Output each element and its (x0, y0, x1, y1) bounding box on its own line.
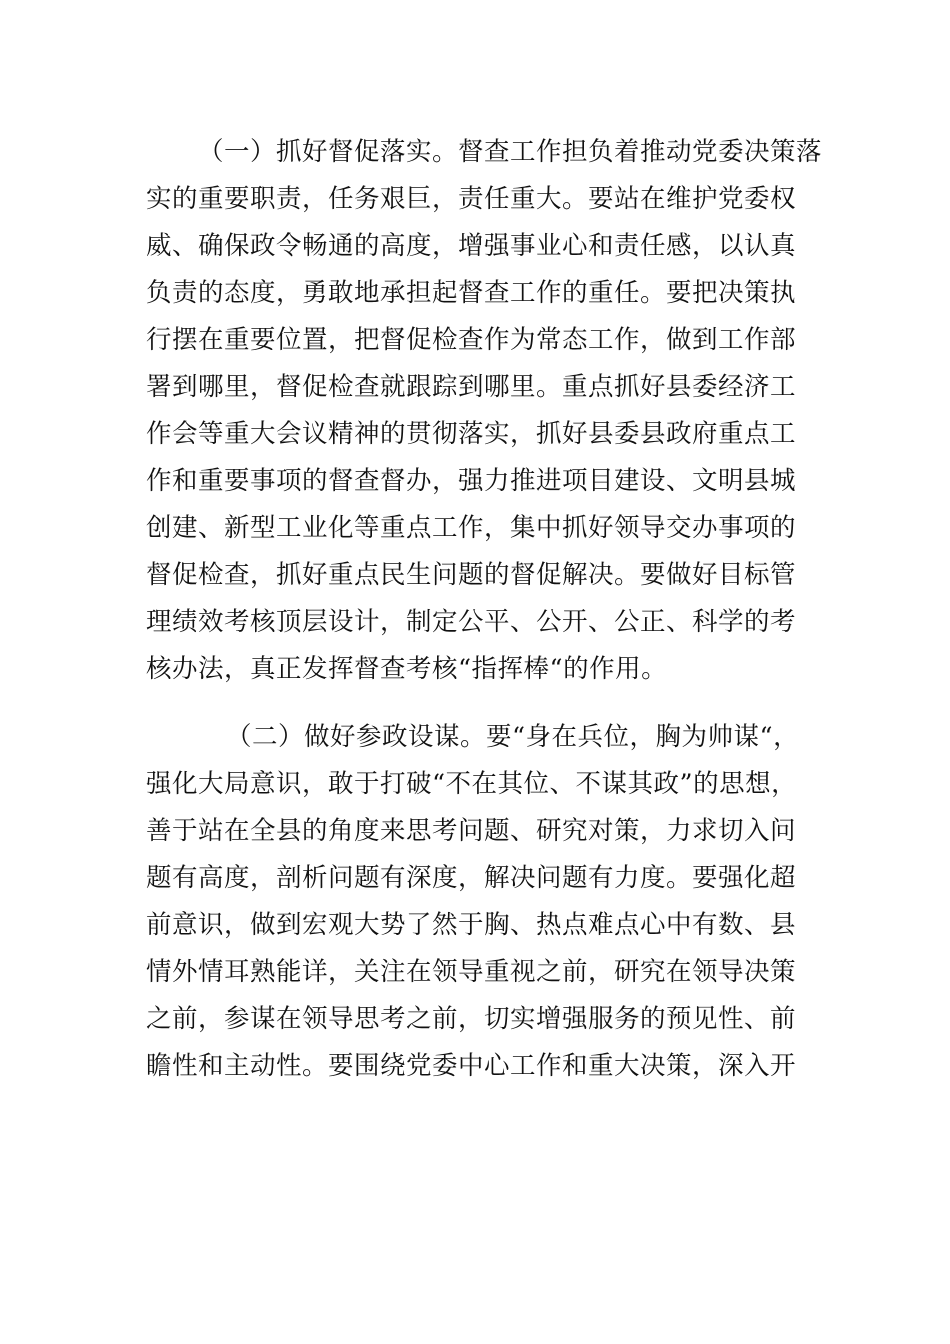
paragraph-2-line-3: 善于站在全县的角度来思考问题、研究对策，力求切入问 (146, 816, 797, 846)
paragraph-2-line-4: 题有高度，剖析问题有深度，解决问题有力度。要强化超 (146, 863, 797, 893)
paragraph-1-line-5: 行摆在重要位置，把督促检查作为常态工作，做到工作部 (146, 325, 797, 355)
paragraph-1-line-4: 负责的态度，勇敢地承担起督查工作的重任。要把决策执 (146, 278, 797, 308)
paragraph-1-line-1: （一）抓好督促落实。督查工作担负着推动党委决策落 (198, 137, 823, 167)
paragraph-2-line-7: 之前，参谋在领导思考之前，切实增强服务的预见性、前 (146, 1004, 797, 1034)
paragraph-2-line-2: 强化大局意识，敢于打破“不在其位、不谋其政”的思想， (146, 769, 798, 799)
paragraph-1-line-9: 创建、新型工业化等重点工作，集中抓好领导交办事项的 (146, 513, 797, 543)
paragraph-1-line-8: 作和重要事项的督查督办，强力推进项目建设、文明县城 (146, 466, 797, 496)
paragraph-1-line-6: 署到哪里，督促检查就跟踪到哪里。重点抓好县委经济工 (146, 372, 797, 402)
paragraph-1-line-7: 作会等重大会议精神的贯彻落实，抓好县委县政府重点工 (146, 419, 797, 449)
paragraph-1-line-10: 督促检查，抓好重点民生问题的督促解决。要做好目标管 (146, 560, 797, 590)
paragraph-2-line-1: （二）做好参政设谋。要“身在兵位，胸为帅谋“， (226, 722, 800, 752)
paragraph-1-line-12: 核办法，真正发挥督查考核“指挥棒“的作用。 (146, 654, 668, 684)
paragraph-1-line-11: 理绩效考核顶层设计，制定公平、公开、公正、科学的考 (146, 607, 797, 637)
paragraph-1-line-3: 威、确保政令畅通的高度，增强事业心和责任感，以认真 (146, 231, 797, 261)
paragraph-2-line-8: 瞻性和主动性。要围绕党委中心工作和重大决策，深入开 (146, 1051, 797, 1081)
paragraph-2-line-5: 前意识，做到宏观大势了然于胸、热点难点心中有数、县 (146, 910, 797, 940)
paragraph-1-line-2: 实的重要职责，任务艰巨，责任重大。要站在维护党委权 (146, 184, 797, 214)
paragraph-2-line-6: 情外情耳熟能详，关注在领导重视之前，研究在领导决策 (146, 957, 797, 987)
